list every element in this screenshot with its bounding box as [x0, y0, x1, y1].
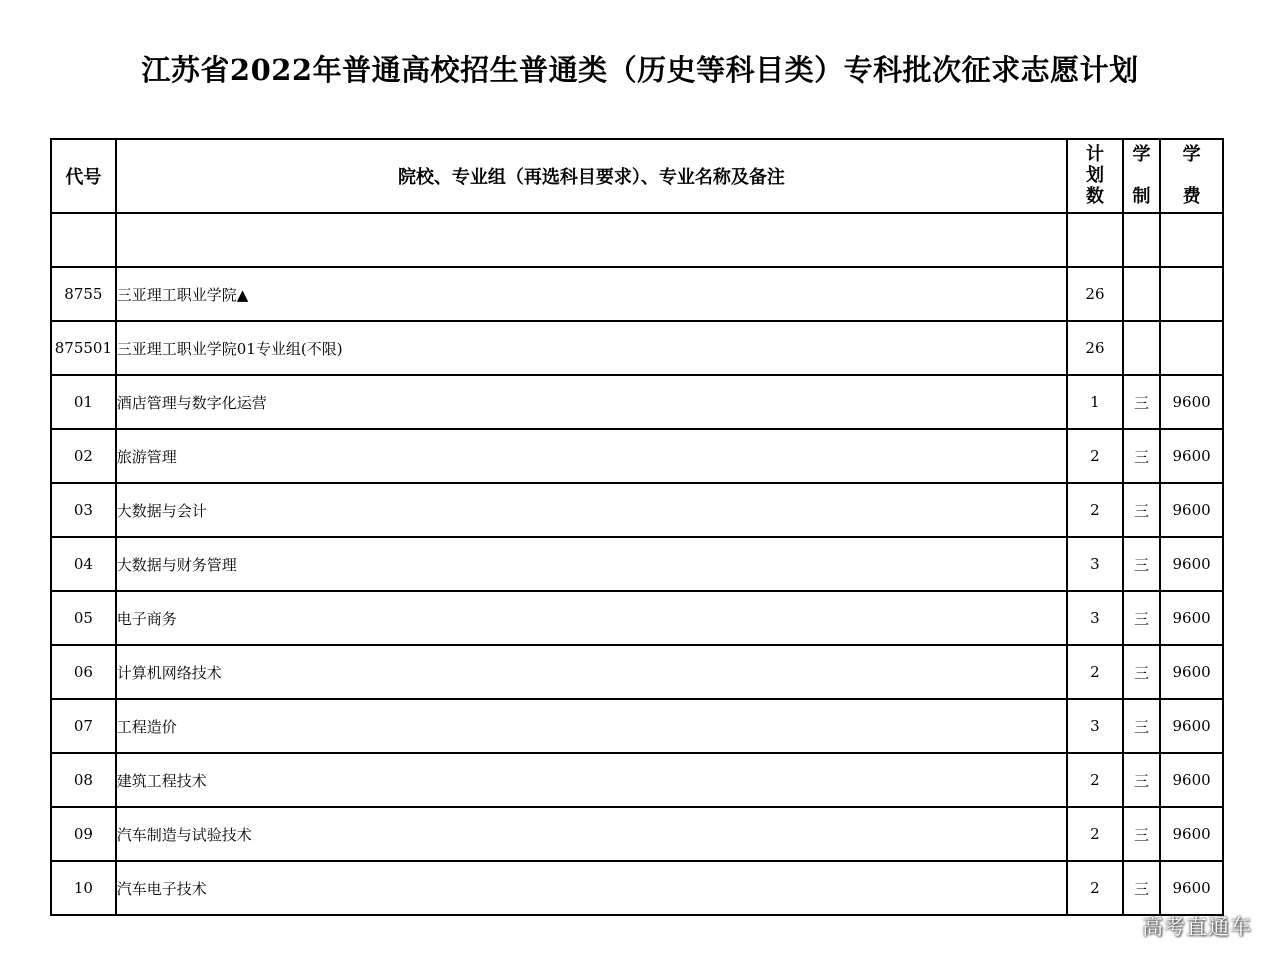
cell-fee	[1160, 321, 1223, 375]
table-row	[51, 807, 1223, 861]
table-row	[51, 861, 1223, 915]
cell-fee	[1160, 267, 1223, 321]
cell-plan: 3	[1067, 591, 1123, 645]
table-header-row	[51, 139, 1223, 213]
cell-plan: 1	[1067, 375, 1123, 429]
cell-plan: 26	[1067, 267, 1123, 321]
cell-fee: 9600	[1160, 483, 1223, 537]
cell-fee	[1160, 213, 1223, 267]
header-plan-char: 划	[1085, 165, 1104, 186]
cell-fee: 9600	[1160, 753, 1223, 807]
cell-name: 建筑工程技术	[116, 753, 1067, 807]
cell-name: 旅游管理	[116, 429, 1067, 483]
cell-plan: 3	[1067, 699, 1123, 753]
cell-code: 09	[51, 807, 116, 861]
cell-name: 工程造价	[116, 699, 1067, 753]
cell-code: 04	[51, 537, 116, 591]
cell-plan: 2	[1067, 861, 1123, 915]
cell-fee: 9600	[1160, 861, 1223, 915]
page-title: 江苏省2022年普通高校招生普通类（历史等科目类）专科批次征求志愿计划	[141, 53, 1139, 87]
cell-name: 大数据与财务管理	[116, 537, 1067, 591]
cell-code: 03	[51, 483, 116, 537]
table-row	[51, 537, 1223, 591]
cell-code: 06	[51, 645, 116, 699]
cell-length: 三	[1123, 645, 1160, 699]
cell-length: 三	[1123, 537, 1160, 591]
cell-code: 10	[51, 861, 116, 915]
cell-length: 三	[1123, 375, 1160, 429]
table-row	[51, 483, 1223, 537]
header-plan-count	[1067, 139, 1123, 213]
table-row	[51, 645, 1223, 699]
header-plan-char: 计	[1085, 144, 1104, 165]
cell-name: 电子商务	[116, 591, 1067, 645]
cell-fee: 9600	[1160, 591, 1223, 645]
table-row	[51, 753, 1223, 807]
cell-plan: 3	[1067, 537, 1123, 591]
cell-code: 02	[51, 429, 116, 483]
header-tuition	[1160, 139, 1223, 213]
table-row	[51, 267, 1223, 321]
cell-code: 07	[51, 699, 116, 753]
cell-fee: 9600	[1160, 375, 1223, 429]
header-length-char: 学	[1132, 144, 1151, 165]
cell-name: 汽车制造与试验技术	[116, 807, 1067, 861]
cell-name: 三亚理工职业学院▲	[116, 267, 1067, 321]
cell-code: 01	[51, 375, 116, 429]
cell-length	[1123, 267, 1160, 321]
cell-length	[1123, 321, 1160, 375]
cell-fee: 9600	[1160, 807, 1223, 861]
cell-length: 三	[1123, 807, 1160, 861]
table-row	[51, 213, 1223, 267]
cell-name: 三亚理工职业学院01专业组(不限)	[116, 321, 1067, 375]
cell-name: 汽车电子技术	[116, 861, 1067, 915]
cell-length: 三	[1123, 483, 1160, 537]
cell-plan: 2	[1067, 753, 1123, 807]
cell-name: 大数据与会计	[116, 483, 1067, 537]
cell-plan: 2	[1067, 807, 1123, 861]
cell-length: 三	[1123, 429, 1160, 483]
cell-name: 酒店管理与数字化运营	[116, 375, 1067, 429]
table-row	[51, 321, 1223, 375]
header-code: 代号	[51, 139, 116, 213]
cell-length: 三	[1123, 699, 1160, 753]
cell-name: 计算机网络技术	[116, 645, 1067, 699]
cell-length: 三	[1123, 861, 1160, 915]
header-fee-char: 费	[1182, 186, 1201, 207]
cell-code	[51, 213, 116, 267]
cell-fee: 9600	[1160, 429, 1223, 483]
table-row	[51, 699, 1223, 753]
enrollment-plan-table	[50, 138, 1224, 916]
header-study-length	[1123, 139, 1160, 213]
cell-plan: 2	[1067, 483, 1123, 537]
table-row	[51, 429, 1223, 483]
cell-name	[116, 213, 1067, 267]
cell-plan: 2	[1067, 645, 1123, 699]
cell-length	[1123, 213, 1160, 267]
cell-code: 08	[51, 753, 116, 807]
cell-fee: 9600	[1160, 645, 1223, 699]
table-row	[51, 591, 1223, 645]
header-length-char: 制	[1132, 186, 1151, 207]
cell-fee: 9600	[1160, 537, 1223, 591]
cell-length: 三	[1123, 591, 1160, 645]
cell-plan	[1067, 213, 1123, 267]
header-name: 院校、专业组（再选科目要求）、专业名称及备注	[116, 139, 1067, 213]
cell-fee: 9600	[1160, 699, 1223, 753]
table-row	[51, 375, 1223, 429]
cell-length: 三	[1123, 753, 1160, 807]
header-fee-char: 学	[1182, 144, 1201, 165]
header-plan-char: 数	[1085, 186, 1104, 207]
cell-code: 875501	[51, 321, 116, 375]
cell-code: 05	[51, 591, 116, 645]
watermark: 高考直通车	[1142, 915, 1252, 939]
cell-code: 8755	[51, 267, 116, 321]
cell-plan: 26	[1067, 321, 1123, 375]
cell-plan: 2	[1067, 429, 1123, 483]
